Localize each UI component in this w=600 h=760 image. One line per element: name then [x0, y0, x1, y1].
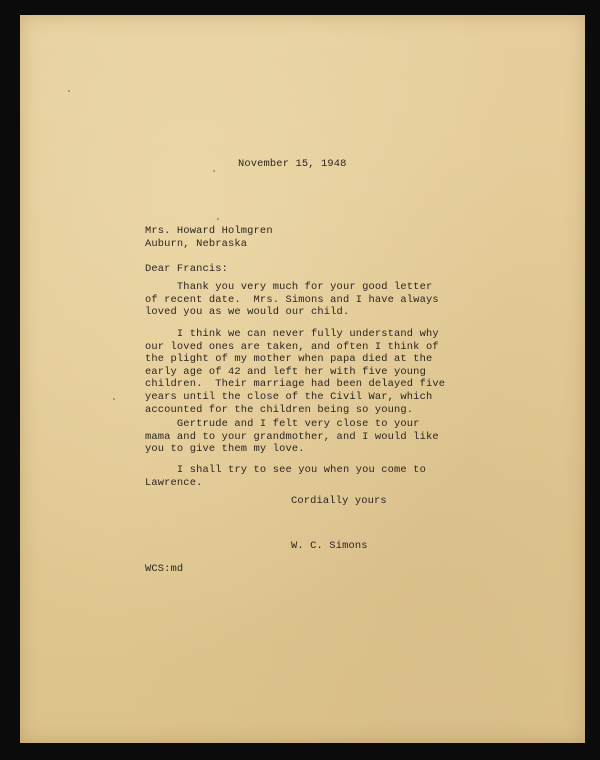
paragraph-line: accounted for the children being so young. — [145, 403, 414, 416]
paragraph-line: you to give them my love. — [145, 443, 305, 456]
paragraph-line: Thank you very much for your good letter — [145, 281, 433, 293]
paragraph-line: loved you as we would our child. — [145, 306, 350, 319]
letter-page — [20, 15, 585, 743]
paragraph-line: mama and to your grandmother, and I would like — [145, 430, 439, 443]
paragraph-line: children. Their marriage had been delayed five — [145, 378, 446, 391]
signer-name: W. C. Simons — [291, 540, 368, 552]
paragraph-line: our loved ones are taken, and often I think of — [145, 340, 439, 353]
recipient-address — [145, 225, 273, 250]
reference-initials: WCS:md — [145, 563, 184, 575]
salutation: Dear Francis: — [145, 263, 229, 275]
paragraph-1 — [145, 281, 439, 319]
paragraph-line: Gertrude and I felt very close to your — [145, 418, 420, 430]
paper-speck — [217, 218, 219, 220]
paragraph-line: I shall try to see you when you come to — [145, 464, 426, 476]
paragraph-3 — [145, 418, 439, 456]
paper-speck — [113, 398, 115, 400]
letter-date: November 15, 1948 — [238, 158, 347, 170]
paragraph-line: I think we can never fully understand why — [145, 328, 439, 340]
recipient-name: Mrs. Howard Holmgren — [145, 225, 273, 237]
paragraph-line: of recent date. Mrs. Simons and I have always — [145, 293, 439, 306]
paragraph-line: years until the close of the Civil War, which — [145, 390, 433, 403]
paragraph-line: Lawrence. — [145, 476, 203, 489]
paragraph-line: the plight of my mother when papa died at the — [145, 353, 433, 366]
closing: Cordially yours — [291, 495, 387, 507]
recipient-location: Auburn, Nebraska — [145, 237, 248, 250]
paper-speck — [213, 170, 215, 172]
paragraph-2 — [145, 328, 445, 416]
paragraph-line: early age of 42 and left her with five young — [145, 365, 426, 378]
paragraph-4 — [145, 464, 426, 489]
paper-speck — [68, 90, 70, 92]
